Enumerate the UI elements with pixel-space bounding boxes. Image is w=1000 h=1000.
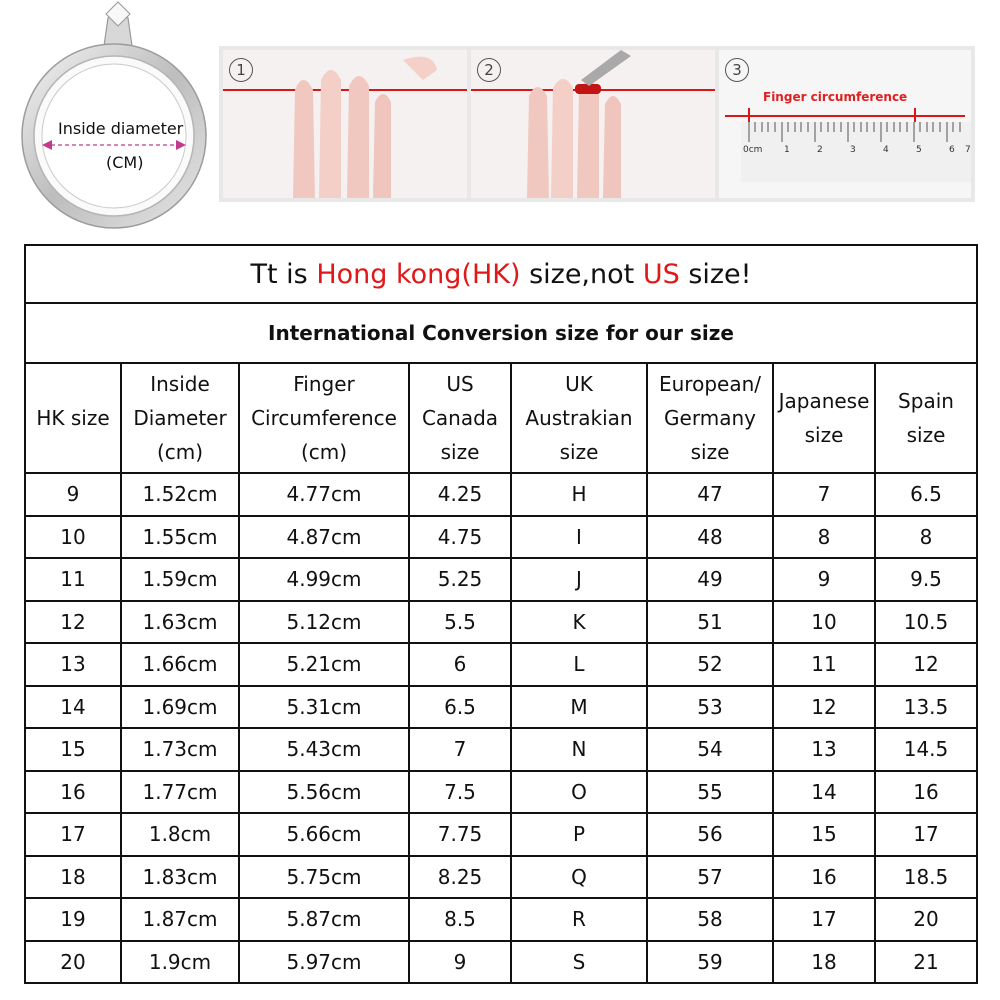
table-cell: 52 xyxy=(647,643,773,686)
table-row xyxy=(25,516,977,559)
table-cell: 21 xyxy=(875,941,977,984)
ruler-label-0: 0cm xyxy=(743,145,763,155)
table-cell: M xyxy=(511,686,647,729)
table-cell: 8.5 xyxy=(409,898,511,941)
table-cell: 1.63cm xyxy=(121,601,239,644)
inside-diameter-label: Inside diameter xyxy=(58,119,184,138)
table-cell: P xyxy=(511,813,647,856)
table-cell: R xyxy=(511,898,647,941)
table-cell: 4.25 xyxy=(409,473,511,516)
column-header-line: (cm) xyxy=(156,440,204,464)
table-cell: 9.5 xyxy=(875,558,977,601)
table-row xyxy=(25,601,977,644)
table-cell: 15 xyxy=(25,728,121,771)
column-header xyxy=(121,363,239,473)
table-cell: 7 xyxy=(409,728,511,771)
table-cell: 8.25 xyxy=(409,856,511,899)
table-cell: 5.12cm xyxy=(239,601,409,644)
column-header-line: size xyxy=(440,440,480,464)
table-cell: 53 xyxy=(647,686,773,729)
table-cell: 13 xyxy=(25,643,121,686)
ruler-label-3: 3 xyxy=(850,145,856,155)
step-1-number: 1 xyxy=(229,58,253,82)
table-cell: 5.21cm xyxy=(239,643,409,686)
table-cell: Q xyxy=(511,856,647,899)
table-cell: J xyxy=(511,558,647,601)
title-part-1: Tt is xyxy=(250,258,317,290)
table-cell: 48 xyxy=(647,516,773,559)
column-header-line: size xyxy=(690,440,730,464)
column-header-line: US xyxy=(446,372,474,396)
ruler-label-1: 1 xyxy=(784,145,790,155)
table-row xyxy=(25,473,977,516)
column-header-line: Canada xyxy=(421,406,499,430)
table-cell: 5.5 xyxy=(409,601,511,644)
table-cell: 1.55cm xyxy=(121,516,239,559)
table-cell: 47 xyxy=(647,473,773,516)
table-row xyxy=(25,941,977,984)
table-cell: 13.5 xyxy=(875,686,977,729)
table-cell: 51 xyxy=(647,601,773,644)
table-cell: H xyxy=(511,473,647,516)
table-cell: N xyxy=(511,728,647,771)
table-cell: 7.75 xyxy=(409,813,511,856)
table-cell: 12 xyxy=(773,686,875,729)
table-cell: S xyxy=(511,941,647,984)
table-cell: 7 xyxy=(773,473,875,516)
table-cell: 6.5 xyxy=(409,686,511,729)
table-cell: 8 xyxy=(875,516,977,559)
table-cell: 13 xyxy=(773,728,875,771)
table-cell: 14 xyxy=(25,686,121,729)
table-cell: O xyxy=(511,771,647,814)
table-cell: 58 xyxy=(647,898,773,941)
column-header-line: Spain xyxy=(898,389,954,413)
table-row xyxy=(25,686,977,729)
table-cell: 18 xyxy=(25,856,121,899)
table-cell: 17 xyxy=(773,898,875,941)
table-row xyxy=(25,558,977,601)
ruler-illustration xyxy=(719,50,971,198)
table-row xyxy=(25,771,977,814)
hand-marking-illustration xyxy=(471,50,715,198)
finger-circumference-label: Finger circumference xyxy=(763,90,908,104)
column-header-line: size xyxy=(906,423,946,447)
table-cell: 17 xyxy=(875,813,977,856)
table-cell: 5.56cm xyxy=(239,771,409,814)
header-row xyxy=(25,363,977,473)
table-cell: 1.66cm xyxy=(121,643,239,686)
ring-illustration xyxy=(14,0,220,232)
table-cell: 4.87cm xyxy=(239,516,409,559)
measuring-steps xyxy=(219,46,975,202)
ruler-label-5: 5 xyxy=(916,145,922,155)
table-cell: 11 xyxy=(773,643,875,686)
table-row xyxy=(25,813,977,856)
table-cell: 1.59cm xyxy=(121,558,239,601)
table-cell: 1.69cm xyxy=(121,686,239,729)
column-header xyxy=(773,363,875,473)
table-cell: 14.5 xyxy=(875,728,977,771)
table-cell: 8 xyxy=(773,516,875,559)
step-2-number: 2 xyxy=(477,58,501,82)
table-cell: 10 xyxy=(25,516,121,559)
title-part-5: size! xyxy=(679,258,752,290)
table-cell: 18.5 xyxy=(875,856,977,899)
title-hk-highlight: Hong kong(HK) xyxy=(316,258,521,290)
table-cell: 5.31cm xyxy=(239,686,409,729)
title-part-3: size,not xyxy=(520,258,643,290)
table-cell: 4.75 xyxy=(409,516,511,559)
table-cell: 10 xyxy=(773,601,875,644)
table-cell: 56 xyxy=(647,813,773,856)
column-header-line: Inside xyxy=(150,372,210,396)
table-cell: 17 xyxy=(25,813,121,856)
column-header-line: Germany xyxy=(664,406,756,430)
table-cell: 14 xyxy=(773,771,875,814)
column-header-line: size xyxy=(804,423,844,447)
table-row xyxy=(25,728,977,771)
table-cell: 5.75cm xyxy=(239,856,409,899)
table-cell: 11 xyxy=(25,558,121,601)
step-3-panel xyxy=(719,50,971,198)
table-cell: 12 xyxy=(875,643,977,686)
table-cell: 16 xyxy=(25,771,121,814)
table-cell: 4.77cm xyxy=(239,473,409,516)
table-cell: I xyxy=(511,516,647,559)
ruler-label-7: 7 xyxy=(965,145,971,155)
column-header-line: Circumference xyxy=(251,406,397,430)
table-row xyxy=(25,643,977,686)
table-cell: 4.99cm xyxy=(239,558,409,601)
table-title xyxy=(25,245,977,303)
table-subtitle: International Conversion size for our size xyxy=(25,303,977,363)
table-cell: 9 xyxy=(25,473,121,516)
hand-string-illustration xyxy=(223,50,467,198)
table-cell: 12 xyxy=(25,601,121,644)
inside-diameter-unit: (CM) xyxy=(106,153,144,172)
table-row xyxy=(25,898,977,941)
table-cell: 15 xyxy=(773,813,875,856)
column-header-line: size xyxy=(559,440,599,464)
table-cell: 7.5 xyxy=(409,771,511,814)
column-header xyxy=(409,363,511,473)
step-3-number: 3 xyxy=(725,58,749,82)
column-header xyxy=(647,363,773,473)
table-cell: 54 xyxy=(647,728,773,771)
step-1-panel xyxy=(223,50,467,198)
table-cell: 6.5 xyxy=(875,473,977,516)
column-header-line: Japanese xyxy=(778,389,870,413)
column-header xyxy=(875,363,977,473)
ruler-label-2: 2 xyxy=(817,145,823,155)
table-cell: 57 xyxy=(647,856,773,899)
table-cell: 20 xyxy=(25,941,121,984)
column-header-line: Finger xyxy=(293,372,355,396)
table-cell: 6 xyxy=(409,643,511,686)
table-cell: 5.43cm xyxy=(239,728,409,771)
table-cell: 1.77cm xyxy=(121,771,239,814)
size-conversion-table xyxy=(24,244,978,984)
table-cell: 55 xyxy=(647,771,773,814)
column-header-line: European/ xyxy=(658,372,761,396)
step-2-panel xyxy=(471,50,715,198)
ruler-label-6: 6 xyxy=(949,145,955,155)
column-header-line: Austrakian xyxy=(525,406,633,430)
title-us-highlight: US xyxy=(642,258,680,290)
table-cell: 5.87cm xyxy=(239,898,409,941)
table-cell: 1.87cm xyxy=(121,898,239,941)
column-header-line: (cm) xyxy=(300,440,348,464)
table-cell: 10.5 xyxy=(875,601,977,644)
table-cell: 9 xyxy=(773,558,875,601)
table-cell: 1.83cm xyxy=(121,856,239,899)
table-cell: 20 xyxy=(875,898,977,941)
column-header xyxy=(25,363,121,473)
table-cell: 49 xyxy=(647,558,773,601)
table-cell: 19 xyxy=(25,898,121,941)
ring-drawing xyxy=(14,0,220,232)
table-cell: 1.9cm xyxy=(121,941,239,984)
column-header-line: UK xyxy=(565,372,593,396)
table-cell: 5.25 xyxy=(409,558,511,601)
table-cell: 1.73cm xyxy=(121,728,239,771)
table-cell: 59 xyxy=(647,941,773,984)
table-cell: 18 xyxy=(773,941,875,984)
table-cell: L xyxy=(511,643,647,686)
column-header xyxy=(511,363,647,473)
table-cell: 9 xyxy=(409,941,511,984)
table-cell: 5.66cm xyxy=(239,813,409,856)
column-header-line: HK size xyxy=(36,406,110,430)
table-cell: 1.8cm xyxy=(121,813,239,856)
table-row xyxy=(25,856,977,899)
table-cell: 16 xyxy=(875,771,977,814)
column-header xyxy=(239,363,409,473)
table-cell: 16 xyxy=(773,856,875,899)
table-cell: 1.52cm xyxy=(121,473,239,516)
column-header-line: Diameter xyxy=(133,406,227,430)
ruler-label-4: 4 xyxy=(883,145,889,155)
table-cell: 5.97cm xyxy=(239,941,409,984)
table-cell: K xyxy=(511,601,647,644)
